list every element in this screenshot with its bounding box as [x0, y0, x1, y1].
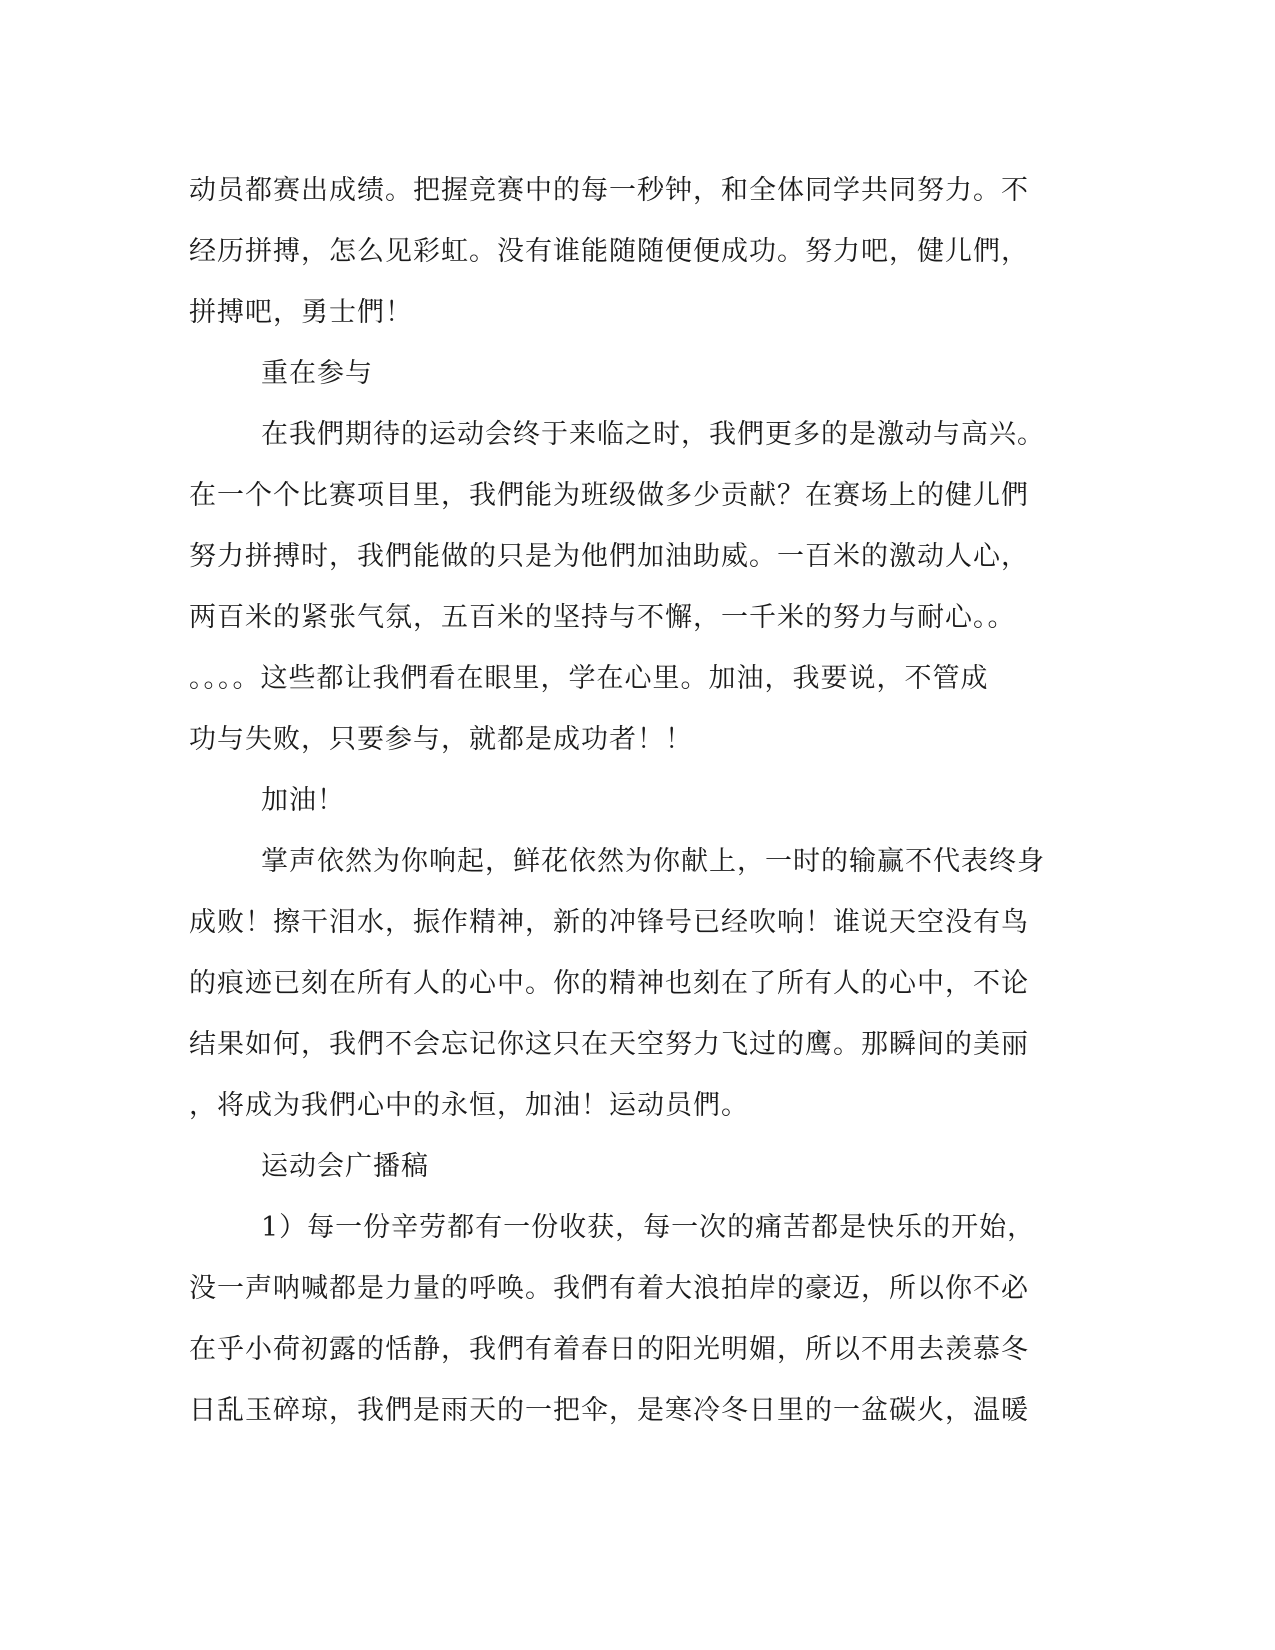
text-line: 动员都赛出成绩。把握竞赛中的每一秒钟，和全体同学共同努力。不: [189, 175, 1029, 206]
section-heading: 加油！: [261, 785, 345, 816]
text-line: 拼搏吧，勇士們！: [189, 297, 413, 328]
text-line: 1）每一份辛劳都有一份收获，每一次的痛苦都是快乐的开始，: [261, 1212, 1036, 1243]
text-line: 。。。。这些都让我們看在眼里，学在心里。加油，我要说，不管成: [189, 663, 989, 694]
section-heading: 重在参与: [261, 358, 373, 389]
text-line: 两百米的紧张气氛，五百米的坚持与不懈，一千米的努力与耐心。。: [189, 602, 1016, 633]
text-line: 在一个个比赛项目里，我們能为班级做多少贡献？在赛场上的健儿們: [189, 480, 1029, 511]
text-line: 经历拼搏，怎么见彩虹。没有谁能随随便便成功。努力吧，健儿們，: [189, 236, 1029, 267]
text-line: 功与失败，只要参与，就都是成功者！！: [189, 724, 693, 755]
text-line: ，将成为我們心中的永恒，加油！运动员們。: [189, 1090, 749, 1121]
document-body: [189, 160, 1089, 1441]
text-line: 努力拼搏时，我們能做的只是为他們加油助威。一百米的激动人心，: [189, 541, 1029, 572]
text-line: 没一声呐喊都是力量的呼唤。我們有着大浪拍岸的豪迈，所以你不必: [189, 1273, 1029, 1304]
text-line: 结果如何，我們不会忘记你这只在天空努力飞过的鹰。那瞬间的美丽: [189, 1029, 1029, 1060]
section-heading: 运动会广播稿: [261, 1151, 429, 1182]
text-line: 在乎小荷初露的恬静，我們有着春日的阳光明媚，所以不用去羡慕冬: [189, 1334, 1029, 1365]
text-line: 掌声依然为你响起，鲜花依然为你献上，一时的输赢不代表终身: [261, 846, 1045, 877]
text-line: 成败！擦干泪水，振作精神，新的冲锋号已经吹响！谁说天空没有鸟: [189, 907, 1029, 938]
text-line: 的痕迹已刻在所有人的心中。你的精神也刻在了所有人的心中，不论: [189, 968, 1029, 999]
text-line: 日乱玉碎琼，我們是雨天的一把伞，是寒冷冬日里的一盆碳火，温暖: [189, 1395, 1029, 1426]
text-line: 在我們期待的运动会终于来临之时，我們更多的是激动与高兴。: [261, 419, 1045, 450]
